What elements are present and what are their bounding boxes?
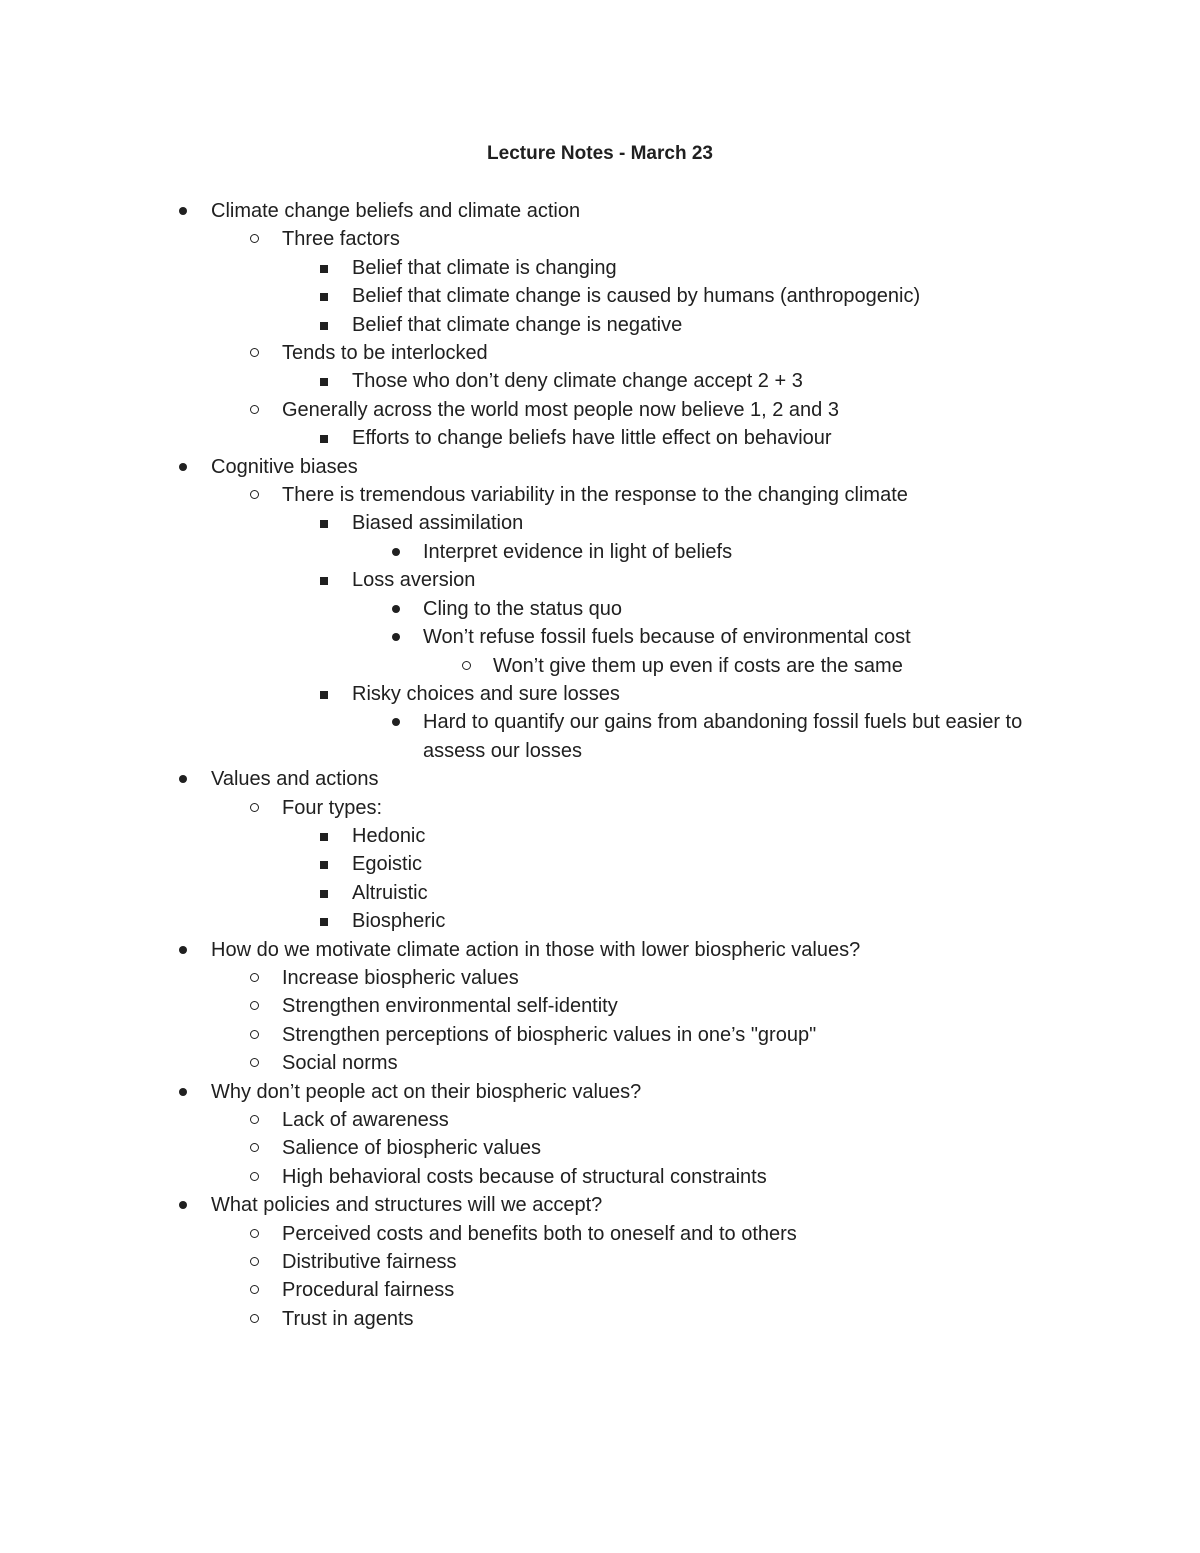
list-item (0, 1276, 1200, 1304)
list-item (0, 367, 1200, 395)
ring-bullet-icon (250, 1115, 259, 1124)
dot-bullet-icon (179, 1201, 187, 1209)
list-item (0, 311, 1200, 339)
list-item (0, 794, 1200, 822)
list-item-text: Cognitive biases (211, 455, 358, 478)
list-item-text: Four types: (282, 796, 383, 819)
square-bullet-icon (320, 918, 328, 926)
ring-bullet-icon (250, 1257, 259, 1266)
list-item (0, 339, 1200, 367)
dot-bullet-icon (179, 1088, 187, 1096)
list-item-text: Lack of awareness (282, 1109, 449, 1131)
dot-bullet-icon (179, 207, 187, 215)
dot-bullet-icon (392, 548, 400, 556)
ring-bullet-icon (250, 1030, 259, 1039)
dot-bullet-icon (392, 718, 400, 726)
list-item-text: Won’t give them up even if costs are the same (493, 654, 903, 677)
list-item (0, 396, 1200, 424)
dot-bullet-icon (392, 605, 400, 613)
list-item (0, 879, 1200, 907)
list-item-text: Salience of biospheric values (282, 1137, 542, 1160)
square-bullet-icon (320, 577, 328, 585)
list-item (0, 936, 1200, 964)
square-bullet-icon (320, 890, 328, 898)
square-bullet-icon (320, 833, 328, 841)
list-item-text: Belief that climate change is caused by humans (anthropogenic) (352, 285, 921, 308)
list-item-text: Perceived costs and benefits both to oneself and to others (282, 1222, 797, 1245)
list-item-text: Distributive fairness (282, 1251, 457, 1274)
list-item-text: Interpret evidence in light of beliefs (423, 540, 733, 563)
list-item (0, 1106, 1200, 1134)
square-bullet-icon (320, 378, 328, 386)
list-item-text: Biospheric (352, 910, 446, 933)
list-item-text: Increase biospheric values (282, 966, 519, 989)
dot-bullet-icon (179, 463, 187, 471)
list-item-text: Cling to the status quo (423, 597, 623, 620)
dot-bullet-icon (179, 775, 187, 783)
list-item-text: Three factors (282, 228, 400, 251)
ring-bullet-icon (250, 348, 259, 357)
list-item (0, 652, 1200, 680)
list-item-text: High behavioral costs because of structural constraints (282, 1165, 767, 1188)
ring-bullet-icon (250, 1285, 259, 1294)
list-item-text: Social norms (282, 1052, 398, 1075)
list-item (0, 1021, 1200, 1049)
ring-bullet-icon (250, 405, 259, 414)
list-item-text: What policies and structures will we accept? (211, 1194, 603, 1217)
list-item-text: Strengthen environmental self-identity (282, 995, 618, 1018)
list-item (0, 765, 1200, 793)
ring-bullet-icon (250, 490, 259, 499)
list-item (0, 1163, 1200, 1191)
list-item-text: Loss aversion (352, 569, 476, 592)
ring-bullet-icon (462, 661, 471, 670)
list-item-text: Egoistic (352, 853, 423, 876)
list-item (0, 595, 1200, 623)
list-item (0, 1220, 1200, 1248)
list-item (0, 282, 1200, 310)
ring-bullet-icon (250, 1172, 259, 1181)
list-item (0, 225, 1200, 253)
list-item-text: Belief that climate is changing (352, 256, 617, 279)
square-bullet-icon (320, 322, 328, 330)
list-item-text: Those who don’t deny climate change accept 2 + 3 (352, 370, 803, 393)
ring-bullet-icon (250, 1229, 259, 1238)
list-item-text: Efforts to change beliefs have little effect on behaviour (352, 427, 832, 450)
list-item (0, 566, 1200, 594)
ring-bullet-icon (250, 973, 259, 982)
list-item-text: Procedural fairness (282, 1279, 455, 1302)
list-item-text: Biased assimilation (352, 512, 524, 535)
list-item (0, 623, 1200, 651)
dot-bullet-icon (392, 633, 400, 641)
list-item-text: Generally across the world most people now believe 1, 2 and 3 (282, 398, 839, 421)
square-bullet-icon (320, 861, 328, 869)
list-item-text: Hard to quantify our gains from abandoning fossil fuels but easier to assess our losses (423, 711, 1023, 762)
list-item (0, 1305, 1200, 1333)
square-bullet-icon (320, 520, 328, 528)
list-item-text: Climate change beliefs and climate action (211, 200, 581, 222)
ring-bullet-icon (250, 1143, 259, 1152)
list-item-text: How do we motivate climate action in those with lower biospheric values? (211, 938, 861, 961)
ring-bullet-icon (250, 803, 259, 812)
list-item (0, 1078, 1200, 1106)
list-item (0, 509, 1200, 537)
list-item (0, 992, 1200, 1020)
list-item-text: Altruistic (352, 881, 428, 904)
list-item-text: There is tremendous variability in the response to the changing climate (282, 484, 908, 507)
list-item-text: Won’t refuse fossil fuels because of environmental cost (423, 626, 911, 649)
list-item-text: Strengthen perceptions of biospheric values in one’s "group" (282, 1023, 817, 1046)
list-item-text: Hedonic (352, 824, 426, 847)
ring-bullet-icon (250, 1314, 259, 1323)
ring-bullet-icon (250, 234, 259, 243)
page-title: Lecture Notes - March 23 (487, 143, 713, 164)
ring-bullet-icon (250, 1001, 259, 1010)
square-bullet-icon (320, 435, 328, 443)
dot-bullet-icon (179, 946, 187, 954)
square-bullet-icon (320, 293, 328, 301)
list-item (0, 822, 1200, 850)
list-item (0, 481, 1200, 509)
list-item-text: Why don’t people act on their biospheric values? (211, 1080, 642, 1103)
ring-bullet-icon (250, 1058, 259, 1067)
list-item (0, 850, 1200, 878)
square-bullet-icon (320, 265, 328, 273)
notes-list (0, 197, 1200, 1333)
list-item-text: Belief that climate change is negative (352, 313, 683, 336)
list-item (0, 1248, 1200, 1276)
list-item (0, 197, 1200, 225)
list-item (0, 964, 1200, 992)
list-item (0, 1049, 1200, 1077)
list-item (0, 708, 1200, 765)
list-item (0, 1191, 1200, 1219)
list-item (0, 680, 1200, 708)
list-item-text: Risky choices and sure losses (352, 682, 620, 705)
list-item-text: Tends to be interlocked (282, 342, 488, 365)
list-item (0, 453, 1200, 481)
list-item-text: Values and actions (211, 768, 379, 791)
list-item (0, 538, 1200, 566)
list-item (0, 1134, 1200, 1162)
list-item (0, 254, 1200, 282)
list-item (0, 907, 1200, 935)
square-bullet-icon (320, 691, 328, 699)
list-item-text: Trust in agents (282, 1307, 414, 1330)
list-item (0, 424, 1200, 452)
